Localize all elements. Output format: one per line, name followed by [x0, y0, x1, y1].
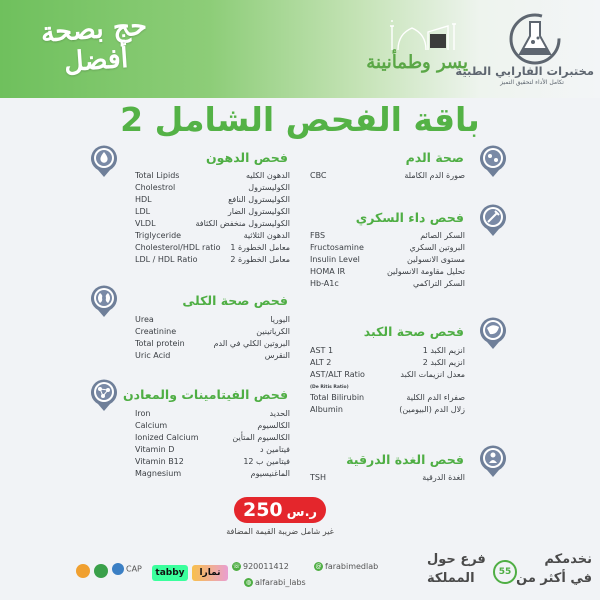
cap-logo: CAP	[112, 563, 142, 575]
kidney-row	[135, 326, 290, 337]
test-name: الدهون الكليه	[245, 171, 290, 180]
brand-tagline: تكامل الأداء لتحقيق التميز	[500, 79, 564, 86]
test-name: صورة الدم الكاملة	[404, 171, 465, 180]
liver-row	[310, 357, 465, 368]
test-code: Fructosamine	[310, 243, 364, 252]
cap-icon	[112, 563, 124, 575]
test-code: Urea	[135, 315, 154, 324]
pilgrim-text: يسر وطمأنينة	[366, 52, 468, 73]
phone-contact[interactable]: ☏ 920011412	[232, 562, 289, 571]
test-code: HOMA IR	[310, 267, 346, 276]
vitamins-row	[135, 444, 290, 455]
kidney-row	[135, 338, 290, 349]
liver-icon	[478, 316, 508, 350]
vitamins-row	[135, 432, 290, 443]
vat-note: غير شامل ضريبة القيمة المضافة	[226, 527, 334, 536]
vitamins-row	[135, 456, 290, 467]
branches-count: 55	[493, 560, 517, 584]
tabby-logo: tabby	[152, 565, 188, 581]
liver-row	[310, 345, 465, 356]
vitamins-section-title: فحص الفيتامينات والمعادن	[123, 387, 288, 402]
test-code: Vitamin D	[135, 445, 175, 454]
test-code: Cholestrol	[135, 183, 176, 192]
brand-name: مختبرات الفارابي الطبية	[455, 64, 594, 78]
test-code: AST/ALT Ratio	[310, 370, 365, 379]
test-code: Magnesium	[135, 469, 182, 478]
thyroid-icon	[478, 444, 508, 478]
test-code: Vitamin B12	[135, 457, 184, 466]
test-name: تحليل مقاومة الانسولين	[386, 267, 465, 276]
test-name: الحديد	[269, 409, 290, 418]
test-name: معامل الخطورة 1	[230, 243, 290, 252]
test-name: معامل الخطورة 2	[230, 255, 290, 264]
diabetes-row	[310, 266, 465, 277]
test-code: Total protein	[135, 339, 185, 348]
test-name: البروتين الكلي في الدم	[213, 339, 290, 348]
test-code: CBC	[310, 171, 327, 180]
branches-line2: في أكثر من	[516, 571, 592, 586]
lipids-row	[135, 218, 290, 229]
test-code: HDL	[135, 195, 152, 204]
website-link[interactable]: ◍ alfarabi_labs	[245, 578, 306, 587]
branches-line1: نخدمكم	[544, 552, 592, 567]
vitamins-row	[135, 408, 290, 419]
test-code: Triglyceride	[135, 231, 182, 240]
test-name: الكوليسترول الضار	[227, 207, 290, 216]
test-code: LDL	[135, 207, 151, 216]
currency-symbol: ر.س	[286, 505, 318, 520]
brand-logo	[455, 12, 594, 86]
vitamins-row	[135, 468, 290, 479]
contact-info	[232, 560, 412, 596]
thyroid-row	[310, 472, 465, 483]
globe-icon: ◍	[245, 579, 252, 586]
test-code: ALT 2	[310, 358, 332, 367]
accreditation-icon	[94, 564, 108, 578]
test-name: فيتامين د	[260, 445, 290, 454]
lipids-row	[135, 230, 290, 241]
test-name: النقرس	[264, 351, 290, 360]
diabetes-row	[310, 230, 465, 241]
whatsapp-icon: ☏	[232, 563, 241, 570]
lipids-row	[135, 194, 290, 205]
kidney-icon	[89, 284, 119, 318]
diabetes-row	[310, 278, 465, 289]
test-name: الكالسيوم المتأين	[232, 433, 290, 442]
test-code: Calcium	[135, 421, 168, 430]
test-code: Creatinine	[135, 327, 177, 336]
test-name: زلال الدم (البيومين)	[399, 405, 465, 414]
test-code: Total Lipids	[135, 171, 180, 180]
blood-cells-icon	[478, 144, 508, 178]
social-handle[interactable]: @ farabimedlab	[315, 562, 379, 571]
test-code: Uric Acid	[135, 351, 171, 360]
price-amount: 250	[242, 499, 283, 521]
lipids-section-title: فحص الدهون	[206, 150, 288, 165]
kidney-row	[135, 314, 290, 325]
test-code: VLDL	[135, 219, 156, 228]
test-name: انزيم الكبد 1	[422, 346, 465, 355]
flask-logo-icon	[504, 12, 566, 68]
price-badge	[234, 497, 326, 523]
test-name: البروتين السكري	[409, 243, 465, 252]
liver-row	[310, 404, 465, 415]
test-code: Cholesterol/HDL ratio	[135, 243, 221, 252]
accreditation-icon	[76, 564, 90, 578]
thyroid-section-title: فحص الغدة الدرقية	[346, 452, 464, 467]
test-code: LDL / HDL Ratio	[135, 255, 198, 264]
test-name: الكوليسترول منخفض الكثافة	[195, 219, 290, 228]
syringe-icon	[478, 203, 508, 237]
lipids-row	[135, 206, 290, 217]
blood-section-title: صحة الدم	[405, 150, 464, 165]
droplet-icon	[89, 144, 119, 178]
test-name: مستوى الانسولين	[407, 255, 465, 264]
liver-row-note	[310, 382, 465, 390]
social-icon: @	[315, 563, 322, 570]
liver-row	[310, 392, 465, 403]
test-name: فيتامين ب 12	[243, 457, 290, 466]
diabetes-row	[310, 254, 465, 265]
test-name: اليوريا	[270, 315, 290, 324]
branches-line4: المملكة	[427, 571, 475, 586]
test-code: Insulin Level	[310, 255, 360, 264]
test-name: معدل انزيمات الكبد	[400, 370, 465, 379]
test-code: Iron	[135, 409, 151, 418]
tamara-logo: تمارا	[192, 565, 228, 581]
test-name: الكرياتينين	[256, 327, 290, 336]
liver-row	[310, 369, 465, 380]
test-code: Ionized Calcium	[135, 433, 199, 442]
lipids-row	[135, 182, 290, 193]
diabetes-row	[310, 242, 465, 253]
test-name: الماغنيسيوم	[250, 469, 290, 478]
lipids-row	[135, 242, 290, 253]
molecule-icon	[89, 378, 119, 412]
branches-info	[427, 550, 592, 595]
blood-row	[310, 170, 465, 181]
test-name: الكالسيوم	[257, 421, 290, 430]
test-code: TSH	[310, 473, 326, 482]
test-name: الدهون الثلاثية	[243, 231, 290, 240]
vitamins-row	[135, 420, 290, 431]
kidney-row	[135, 350, 290, 361]
test-name: الكوليسترول النافع	[228, 195, 290, 204]
test-name: الكوليسترول	[248, 183, 290, 192]
liver-section-title: فحص صحة الكبد	[363, 324, 464, 339]
test-name: انزيم الكبد 2	[422, 358, 465, 367]
test-code: FBS	[310, 231, 326, 240]
test-name: صفراء الدم الكلية	[406, 393, 465, 402]
test-name: السكر التراكمي	[413, 279, 465, 288]
branches-line3: فرع حول	[427, 552, 486, 567]
test-code: Total Bilirubin	[310, 393, 365, 402]
page-title: باقة الفحص الشامل 2	[120, 100, 480, 139]
test-code: Hb-A1c	[310, 279, 339, 288]
slogan: حج بصحة أفضل	[39, 10, 149, 79]
lipids-row	[135, 254, 290, 265]
accreditation-logos	[76, 562, 112, 582]
diabetes-section-title: فحص داء السكري	[355, 210, 464, 225]
test-code: AST 1	[310, 346, 334, 355]
kidney-section-title: فحص صحة الكلى	[182, 293, 288, 308]
test-code: (De Ritis Ratio)	[310, 385, 349, 390]
test-name: السكر الصائم	[420, 231, 465, 240]
test-code: Albumin	[310, 405, 343, 414]
test-name: الغدة الدرقية	[422, 473, 465, 482]
lipids-row	[135, 170, 290, 181]
